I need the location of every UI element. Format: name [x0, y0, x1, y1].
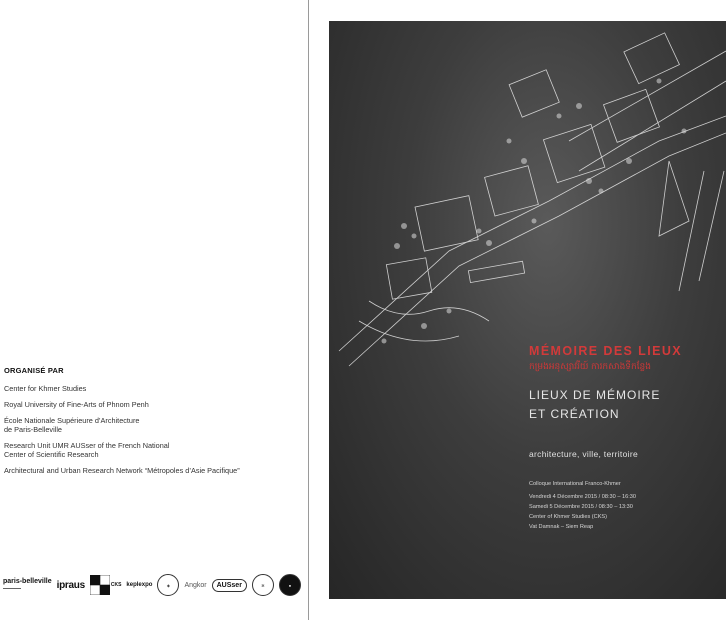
cks-logo: CKS [90, 575, 122, 595]
organizer-item: Research Unit UMR AUSser of the French National Center of Scientific Research [4, 441, 170, 460]
paris-belleville-logo: paris-belleville ▬▬▬▬▬▬ [3, 578, 52, 590]
event-info [529, 479, 636, 532]
organizer-item: Royal University of Fine-Arts of Phnom Penh [4, 400, 149, 409]
event-info-line: Vat Damnak – Siem Reap [529, 524, 594, 530]
organizer-item: Center for Khmer Studies [4, 384, 87, 393]
poster-tagline: architecture, ville, territoire [529, 449, 638, 459]
poster [329, 21, 726, 599]
angkor-logo: Angkor [184, 581, 207, 589]
seal-logo: ◈ [157, 574, 179, 596]
emblem-logo: ✲ [252, 574, 274, 596]
partner-logos [3, 572, 303, 598]
kepl-logo: keplexpo [126, 582, 153, 588]
poster-subtitle: LIEUX DE MÉMOIRE ET CRÉATION [529, 388, 661, 421]
ausser-logo: AUSser [212, 579, 247, 592]
organizer-item: Architectural and Urban Research Network “Métropoles d’Asie Pacifique” [4, 466, 240, 476]
poster-khmer-title: កម្រងអនុស្សាវរីយ៍ ការកសាងទីកន្លែង [529, 361, 651, 371]
dark-circle-logo: ● [279, 574, 301, 596]
page-fold-line [308, 0, 309, 620]
event-info-line: Center of Khmer Studies (CKS) [529, 514, 608, 520]
site-plan-sketch [329, 21, 726, 599]
left-page [0, 0, 308, 620]
event-info-line: Colloque International Franco-Khmer [529, 481, 621, 487]
organizer-item: École Nationale Supérieure d’Architecture de Paris-Belleville [4, 416, 140, 435]
event-info-line: Vendredi 4 Décembre 2015 / 08:30 – 16:30 [529, 494, 636, 500]
event-info-line: Samedi 5 Décembre 2015 / 08:30 – 13:30 [529, 504, 633, 510]
poster-title: MÉMOIRE DES LIEUX [529, 344, 682, 358]
organizers-heading: ORGANISÉ PAR [4, 366, 64, 375]
ipraus-logo: ipraus [56, 579, 85, 591]
organizers-list [4, 384, 304, 482]
